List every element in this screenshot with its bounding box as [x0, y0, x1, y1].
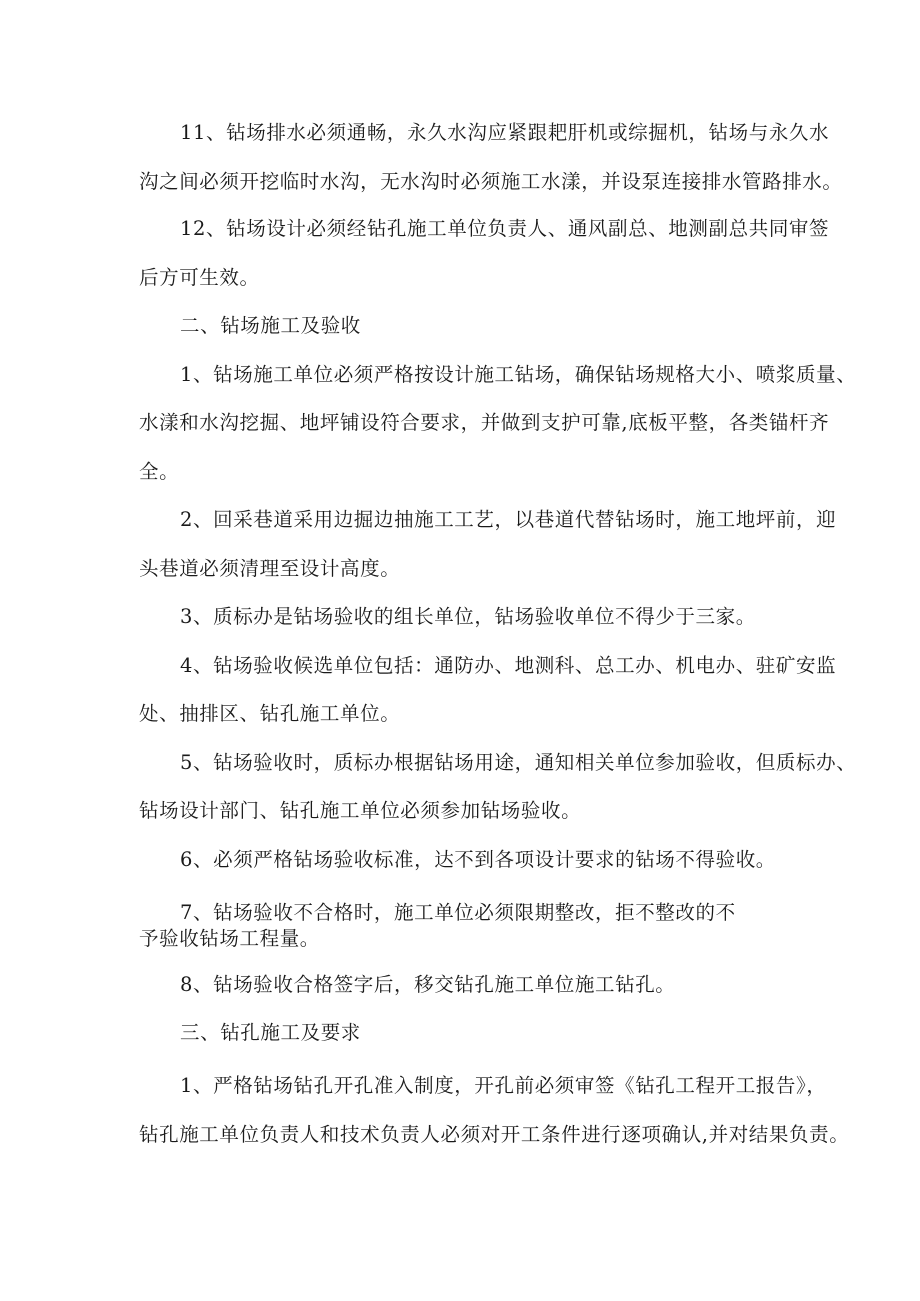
item-2-1-line-1: 1、钻场施工单位必须严格按设计施工钻场，确保钻场规格大小、喷浆质量、 [180, 363, 857, 386]
item-2-2-line-1: 2、回采巷道采用边掘边抽施工工艺，以巷道代替钻场时，施工地坪前，迎 [180, 508, 837, 531]
paragraph-11-line-1: 11、钻场排水必须通畅，永久水沟应紧跟耙肝机或综掘机，钻场与永久水 [180, 121, 830, 144]
item-3-1-line-2: 钻孔施工单位负责人和技术负责人必须对开工条件进行逐项确认,并对结果负责。 [139, 1123, 850, 1146]
item-2-1-line-2: 水漾和水沟挖掘、地坪铺设符合要求，并做到支护可靠,底板平整，各类锚杆齐 [139, 411, 830, 434]
item-2-7-line-1: 7、钻场验收不合格时，施工单位必须限期整改，拒不整改的不 [180, 901, 736, 924]
paragraph-12-line-1: 12、钻场设计必须经钻孔施工单位负责人、通风副总、地测副总共同审签 [180, 217, 830, 240]
item-2-4-line-1: 4、钻场验收候选单位包括：通防办、地测科、总工办、机电办、驻矿安监 [180, 654, 837, 677]
item-2-5-line-2: 钻场设计部门、钻孔施工单位必须参加钻场验收。 [139, 799, 582, 822]
item-2-4-line-2: 处、抽排区、钻孔施工单位。 [139, 702, 401, 725]
section-heading-2: 二、钻场施工及验收 [180, 314, 361, 337]
item-2-6: 6、必须严格钻场验收标准，达不到各项设计要求的钻场不得验收。 [180, 848, 776, 871]
item-2-5-line-1: 5、钻场验收时，质标办根据钻场用途，通知相关单位参加验收，但质标办、 [180, 751, 857, 774]
paragraph-12-line-2: 后方可生效。 [139, 266, 260, 289]
item-2-8: 8、钻场验收合格签字后，移交钻孔施工单位施工钻孔。 [180, 973, 676, 996]
item-2-3: 3、质标办是钻场验收的组长单位，钻场验收单位不得少于三家。 [180, 605, 756, 628]
item-2-7-line-2: 予验收钻场工程量。 [139, 927, 320, 950]
item-2-1-line-3: 全。 [139, 460, 180, 483]
section-heading-3: 三、钻孔施工及要求 [180, 1021, 361, 1044]
paragraph-11-line-2: 沟之间必须开挖临时水沟，无水沟时必须施工水漾，并设泵连接排水管路排水。 [139, 170, 843, 193]
item-3-1-line-1: 1、严格钻场钻孔开孔准入制度，开孔前必须审签《钻孔工程开工报告》， [180, 1074, 827, 1097]
item-2-2-line-2: 头巷道必须清理至设计高度。 [139, 557, 401, 580]
